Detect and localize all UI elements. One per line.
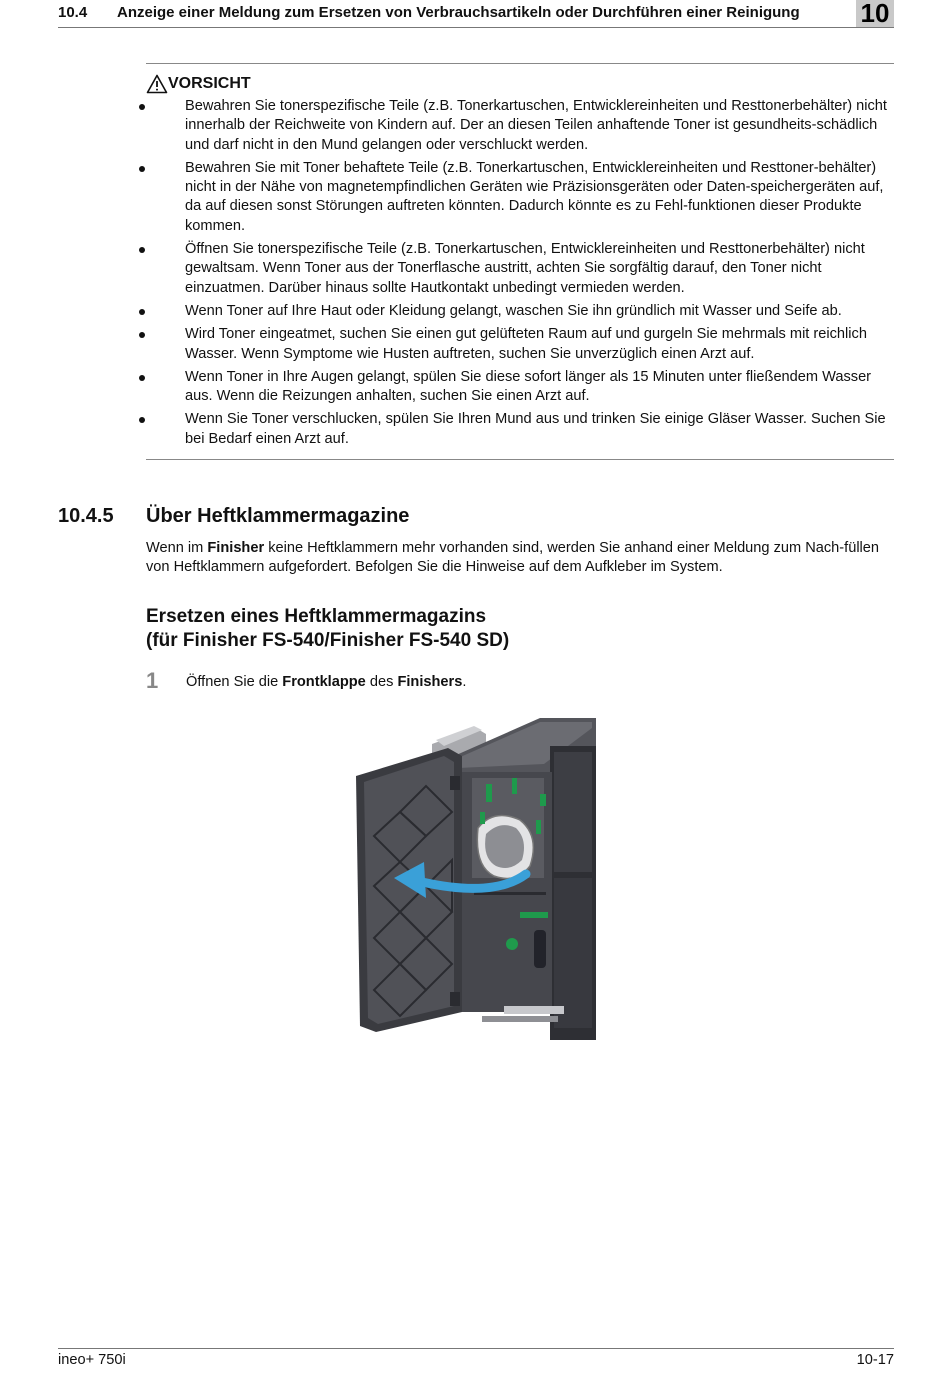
section-title: Über Heftklammermagazine xyxy=(146,505,410,527)
step-number: 1 xyxy=(146,668,159,693)
section-body-bold: Finisher xyxy=(207,540,265,556)
subsection-title xyxy=(146,605,886,653)
section-body-text: Wenn im xyxy=(146,540,208,556)
header-section-title: Anzeige einer Meldung zum Ersetzen von Verbrauchsartikeln oder Durchführen einer Reinigung xyxy=(117,4,800,21)
step-text-part: Öffnen Sie die xyxy=(186,674,283,690)
warning-triangle-icon xyxy=(146,74,168,94)
step-text-part: . xyxy=(462,674,467,690)
caution-item: Wenn Sie Toner verschlucken, spülen Sie Ihren Mund aus und trinken Sie einige Gläser Wasser. Suchen Sie bei Bedarf einen Arzt auf. xyxy=(146,410,894,449)
footer-rule xyxy=(58,1348,894,1349)
caution-item: Öffnen Sie tonerspezifische Teile (z.B. Tonerkartuschen, Entwicklereinheiten und Resttonerbehälter) nicht gewaltsam. Wenn Toner aus der Tonerflasche austritt, achten Sie sorgfältig darauf, den Toner nicht einzuatmen. Darüber hinaus sollte Hautkontakt unbedingt vermieden werden. xyxy=(146,240,894,298)
green-lever xyxy=(486,784,492,802)
footer-page-number: 10-17 xyxy=(856,1352,894,1368)
chapter-number-badge: 10 xyxy=(856,0,894,27)
caution-list xyxy=(146,97,894,449)
section-body xyxy=(146,539,896,578)
step-text-bold: Frontklappe xyxy=(282,674,366,690)
section-body-text: keine Heftklammern mehr vorhanden sind, werden Sie anhand einer Meldung zum Nach-füllen von Heftklammern aufgefordert. Befolgen Sie die Hinweise auf dem Aufkleber im System. xyxy=(146,540,880,576)
caution-box xyxy=(146,63,894,460)
step-text-bold: Finishers xyxy=(397,674,463,690)
caution-label: VORSICHT xyxy=(168,75,251,92)
caution-item: Wenn Toner in Ihre Augen gelangt, spülen Sie diese sofort länger als 15 Minuten unter fließendem Wasser aus. Wenn die Reizungen anhalten, suchen Sie einen Arzt auf. xyxy=(146,368,894,407)
caution-item: Bewahren Sie tonerspezifische Teile (z.B. Tonerkartuschen, Entwicklereinheiten und Resttonerbehälter) nicht innerhalb der Reichweite von Kindern auf. Der an diesen Teilen anhaftende Toner ist gesundheits-schädlich und darf nicht in den Mund gelangen oder verschluckt werden. xyxy=(146,97,894,155)
header-rule xyxy=(58,27,894,28)
step-text xyxy=(186,674,466,690)
subsection-title-line: (für Finisher FS-540/Finisher FS-540 SD) xyxy=(146,630,510,651)
step-text-part: des xyxy=(365,674,398,690)
subsection-title-line: Ersetzen eines Heftklammermagazins xyxy=(146,606,487,627)
caution-item: Wird Toner eingeatmet, suchen Sie einen gut gelüfteten Raum auf und gurgeln Sie mehrmals mit reichlich Wasser. Wenn Symptome wie Husten auftreten, suchen Sie unverzüglich einen Arzt auf. xyxy=(146,325,894,364)
caution-item: Bewahren Sie mit Toner behaftete Teile (z.B. Tonerkartuschen, Entwicklereinheiten und Resttoner-behälter) nicht in der Nähe von magnetempfindlichen Geräten wie Präzisionsgeräten oder Daten-speichergeräten auf, da auf diesen sonst Störungen auftreten könnten. Dadurch könnte es zu Fehl-funktionen dieser Produkte kommen. xyxy=(146,159,894,236)
caution-item: Wenn Toner auf Ihre Haut oder Kleidung gelangt, waschen Sie ihn gründlich mit Wasser und Seife ab. xyxy=(146,302,894,321)
caution-heading xyxy=(146,74,894,94)
header-section-number: 10.4 xyxy=(58,4,88,21)
section-number: 10.4.5 xyxy=(58,505,114,527)
finisher-illustration xyxy=(354,716,596,1040)
footer-product: ineo+ 750i xyxy=(58,1352,126,1368)
